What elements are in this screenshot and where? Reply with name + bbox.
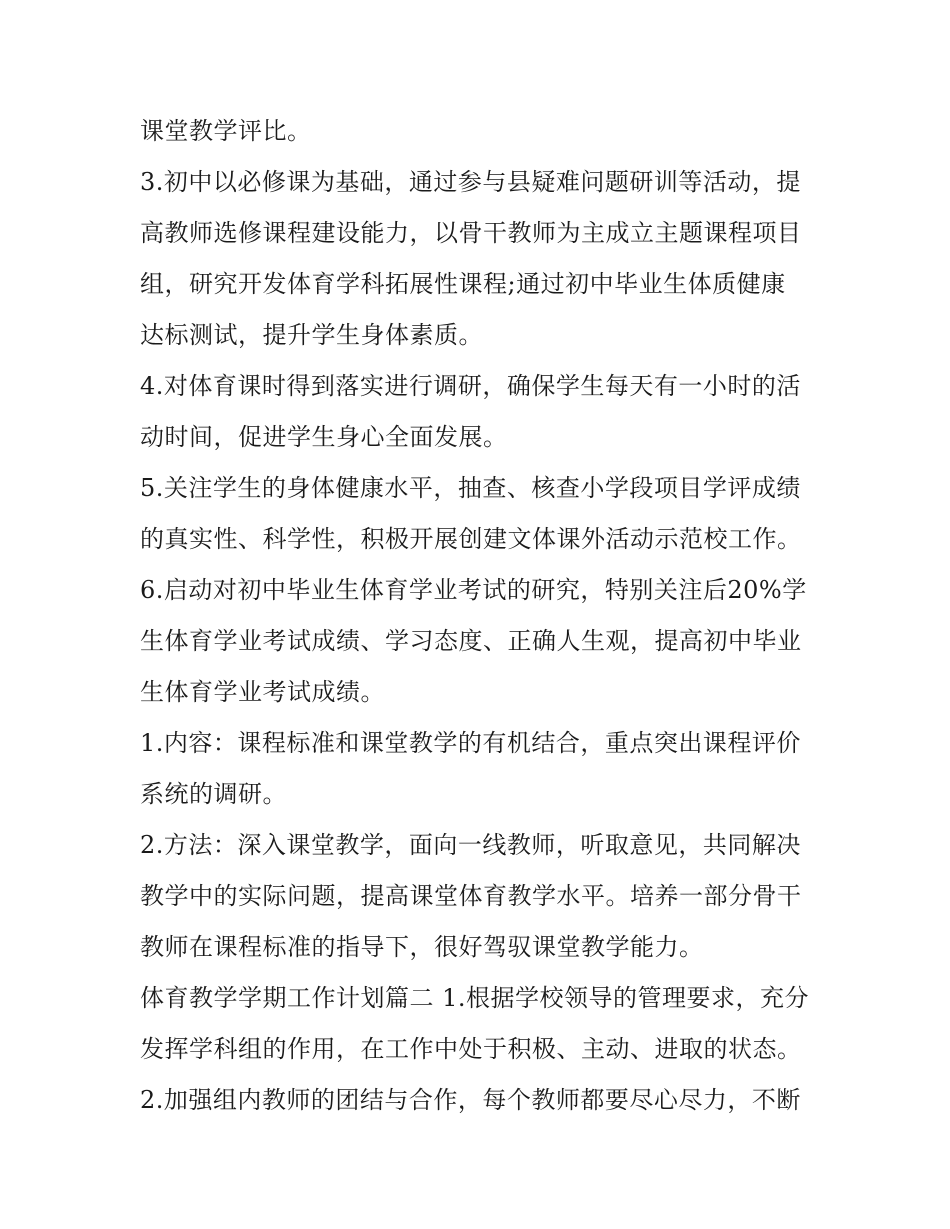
text-line: 教师在课程标准的指导下，很好驾驭课堂教学能力。 (140, 933, 704, 961)
text-line: 3.初中以必修课为基础，通过参与县疑难问题研训等活动，提 (140, 168, 801, 196)
text-line: 发挥学科组的作用，在工作中处于积极、主动、进取的状态。 (140, 1035, 802, 1063)
text-line: 1.内容：课程标准和课堂教学的有机结合，重点突出课程评价 (140, 729, 801, 757)
text-line: 5.关注学生的身体健康水平，抽查、核查小学段项目学评成绩 (140, 474, 801, 502)
document-body (140, 106, 820, 1126)
text-line: 体育教学学期工作计划篇二 1.根据学校领导的管理要求，充分 (140, 984, 810, 1012)
text-line: 2.方法：深入课堂教学，面向一线教师，听取意见，共同解决 (140, 831, 801, 859)
text-line: 组，研究开发体育学科拓展性课程;通过初中毕业生体质健康 (140, 270, 786, 298)
text-line: 的真实性、科学性，积极开展创建文体课外活动示范校工作。 (140, 525, 802, 553)
text-line: 动时间，促进学生身心全面发展。 (140, 423, 508, 451)
text-line: 4.对体育课时得到落实进行调研，确保学生每天有一小时的活 (140, 372, 801, 400)
text-line: 6.启动对初中毕业生体育学业考试的研究，特别关注后20%学 (140, 576, 807, 604)
text-line: 达标测试，提升学生身体素质。 (140, 321, 483, 349)
text-line: 生体育学业考试成绩。 (140, 678, 385, 706)
text-line: 课堂教学评比。 (140, 117, 312, 145)
text-line: 生体育学业考试成绩、学习态度、正确人生观，提高初中毕业 (140, 627, 802, 655)
text-line: 高教师选修课程建设能力，以骨干教师为主成立主题课程项目 (140, 219, 802, 247)
text-line: 2.加强组内教师的团结与合作，每个教师都要尽心尽力，不断 (140, 1086, 801, 1114)
text-line: 系统的调研。 (140, 780, 287, 808)
text-line: 教学中的实际问题，提高课堂体育教学水平。培养一部分骨干 (140, 882, 802, 910)
